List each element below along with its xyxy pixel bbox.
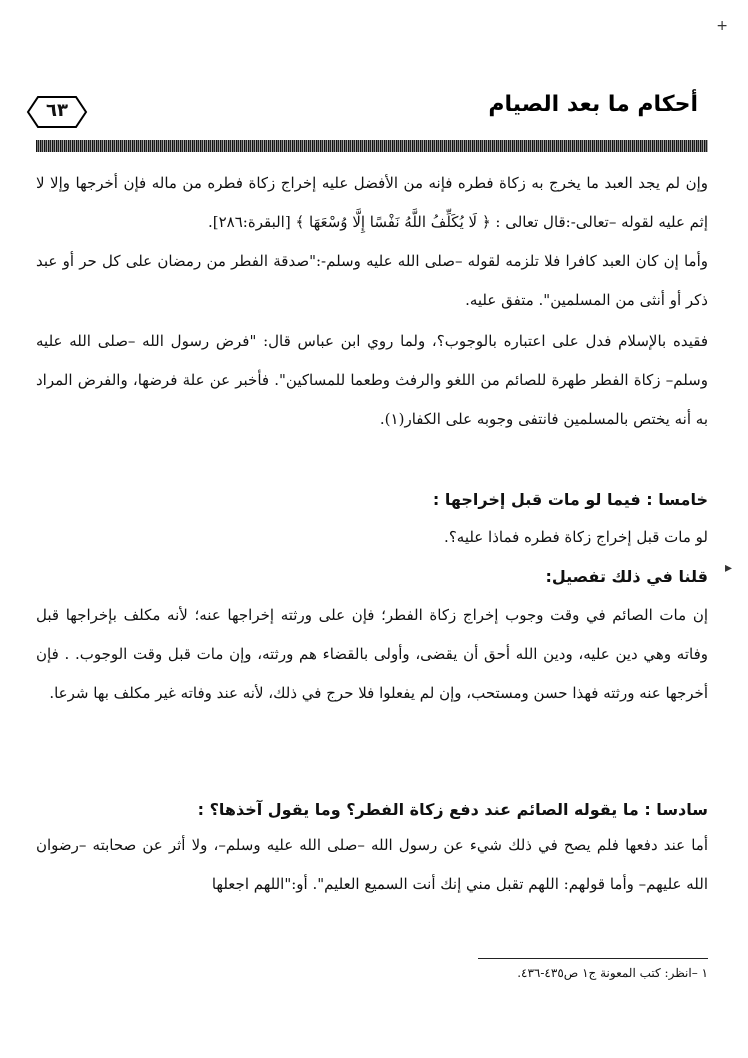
corner-mark-icon: + — [716, 18, 728, 34]
paragraph-4: لو مات قبل إخراج زكاة فطره فماذا عليه؟. — [444, 528, 708, 546]
footnote-divider — [478, 958, 708, 959]
side-mark-icon: ▸ — [724, 560, 732, 576]
paragraph-5: إن مات الصائم في وقت وجوب إخراج زكاة الفطر؛ فإن على ورثته إخراجها عنه؛ لأنه مكلف بإخراجها قبل وفاته وهي دين عليه، ودين الله أحق أن يقضى، وأولى بالقضاء هم ورثته، وإن مات قبل وقت الوجوب. . فإن أخرجها عنه ورثته فهذا حسن ومستحب، وإن لم يفعلوا فلا حرج في ذلك، لأنه عند وفاته غير مكلف بها شرعا. — [36, 606, 708, 702]
section-subheading-5: قلنا في ذلك تفصيل: — [545, 567, 708, 586]
section-heading-5: خامسا : فيما لو مات قبل إخراجها : — [432, 490, 708, 509]
footnote: ١ –انظر: كتب المعونة ج١ ص٤٣٥-٤٣٦. — [517, 966, 708, 980]
header-divider — [36, 140, 708, 152]
paragraph-6: أما عند دفعها فلم يصح في ذلك شيء عن رسول الله –صلى الله عليه وسلم–، ولا أثر عن صحابته –رضوان الله عليهم– وأما قولهم: اللهم تقبل مني إنك أنت السميع العليم". أو:"اللهم اجعلها — [36, 836, 708, 893]
page-header-title: أحكام ما بعد الصيام — [488, 92, 698, 117]
paragraph-1: وإن لم يجد العبد ما يخرج به زكاة فطره فإنه من الأفضل عليه إخراج زكاة فطره من ماله فإن أخرجها وإلا لا إثم عليه لقوله –تعالى-:قال تعالى : ﴿ لَا يُكَلِّفُ اللَّهُ نَفْسًا إِلَّا وُسْعَهَا ﴾ [البقرة:٢٨٦]. — [36, 174, 708, 231]
page-number: ٦٣ — [46, 100, 68, 121]
page-number-badge — [26, 95, 88, 129]
section-heading-6: سادسا : ما يقوله الصائم عند دفع زكاة الفطر؟ وما يقول آخذها؟ : — [197, 800, 708, 819]
paragraph-2: وأما إن كان العبد كافرا فلا تلزمه لقوله –صلى الله عليه وسلم-:"صدقة الفطر من رمضان على كل حر أو عبد ذكر أو أنثى من المسلمين". متفق عليه. — [36, 252, 708, 309]
paragraph-3: فقيده بالإسلام فدل على اعتباره بالوجوب؟، ولما روي ابن عباس قال: "فرض رسول الله –صلى الله عليه وسلم– زكاة الفطر طهرة للصائم من اللغو والرفث وطعما للمساكين". فأخبر عن علة فرضها، والفرض المراد به أنه يختص بالمسلمين فانتفى وجوبه على الكفار(١). — [36, 332, 708, 428]
